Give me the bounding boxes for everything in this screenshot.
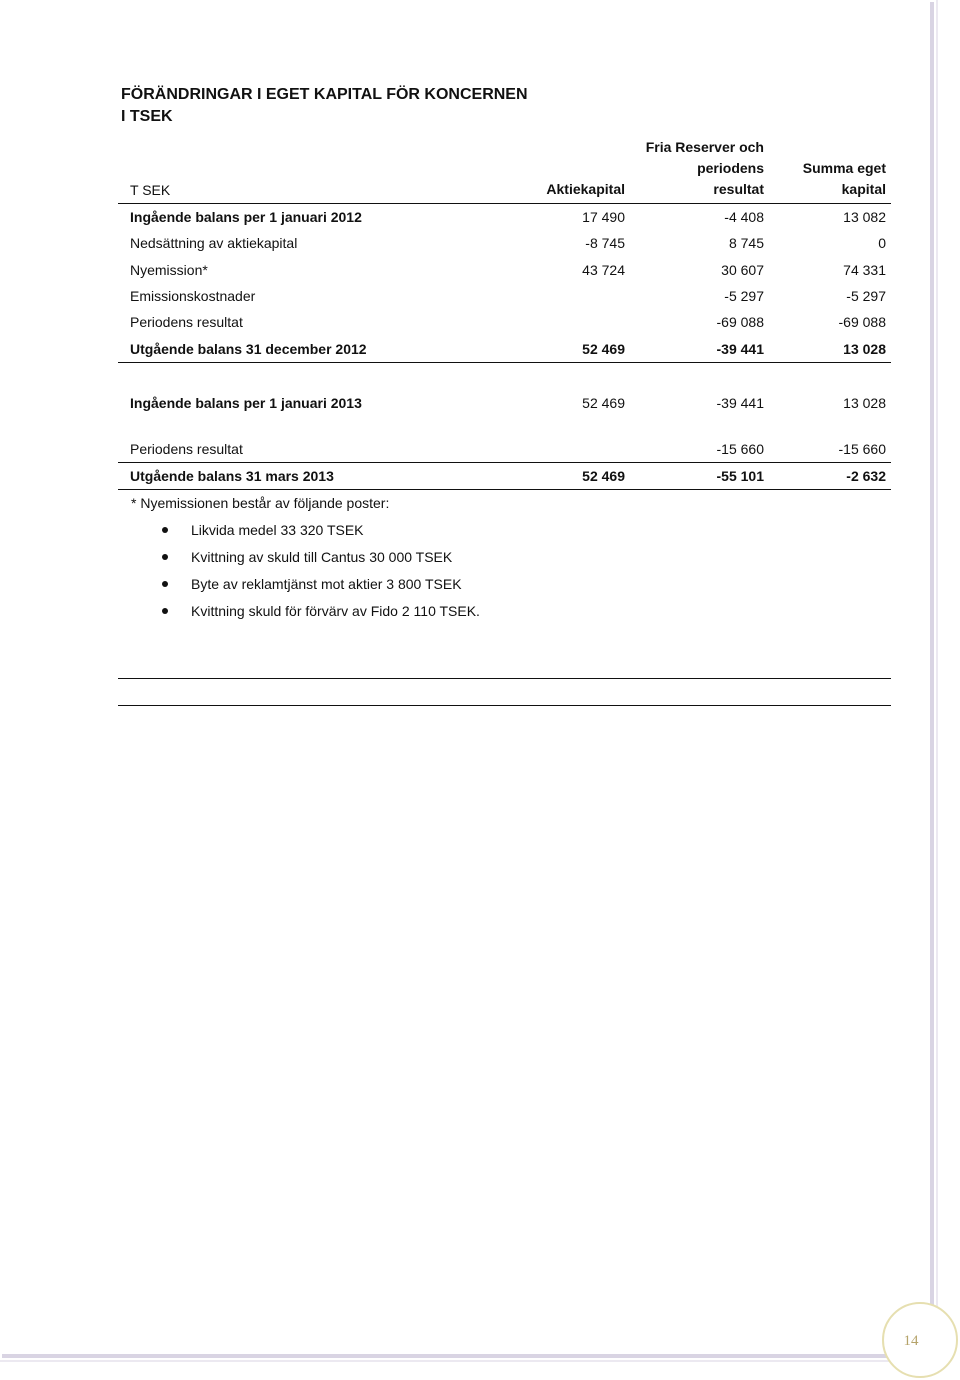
table-cell-fria-reserver: 30 607	[721, 262, 764, 278]
page-title-line-2: I TSEK	[121, 108, 173, 125]
table-cell-summa: -69 088	[838, 314, 886, 330]
bullet-icon	[162, 554, 168, 560]
table-cell-fria-reserver: -39 441	[716, 395, 764, 411]
header-fria-reserver	[646, 137, 764, 200]
header-fria-reserver-line-3: resultat	[713, 181, 764, 197]
table-cell-fria-reserver: -55 101	[716, 468, 764, 484]
table-cell-fria-reserver: -5 297	[724, 288, 764, 304]
footnote-bullet-text: Kvittning av skuld till Cantus 30 000 TSEK	[191, 549, 453, 565]
table-row-label: Periodens resultat	[130, 314, 243, 330]
bullet-icon	[162, 608, 168, 614]
table-cell-summa: -5 297	[846, 288, 886, 304]
footnote-bullet	[162, 548, 452, 566]
table-row-label: Ingående balans per 1 januari 2012	[130, 209, 362, 225]
table-cell-aktiekapital: 52 469	[582, 468, 625, 484]
row-divider	[118, 462, 891, 463]
table-cell-summa: 0	[878, 235, 886, 251]
table-row-label: Nedsättning av aktiekapital	[130, 235, 298, 251]
table-cell-fria-reserver: 8 745	[728, 235, 764, 251]
bullet-icon	[162, 581, 168, 587]
header-divider	[118, 203, 891, 204]
footnote-bullet-text: Likvida medel 33 320 TSEK	[191, 522, 364, 538]
table-row-label: Ingående balans per 1 januari 2013	[130, 395, 362, 411]
table-cell-fria-reserver: -69 088	[716, 314, 764, 330]
footnote-bullet	[162, 575, 462, 593]
table-cell-fria-reserver: -15 660	[716, 441, 764, 457]
page-title	[121, 84, 528, 128]
header-label: T SEK	[130, 182, 171, 198]
footnote-intro: * Nyemissionen består av följande poster:	[131, 495, 390, 511]
footnote-bullet	[162, 602, 480, 620]
header-summa	[803, 158, 886, 200]
footnote-bullet-text: Byte av reklamtjänst mot aktier 3 800 TSEK	[191, 576, 462, 592]
table-cell-summa: -15 660	[838, 441, 886, 457]
table-cell-fria-reserver: -4 408	[724, 209, 764, 225]
page-frame	[2, 2, 934, 1358]
blank-line	[118, 678, 891, 679]
header-aktiekapital: Aktiekapital	[546, 181, 625, 197]
table-row-label: Periodens resultat	[130, 441, 243, 457]
page-number: 14	[903, 1333, 919, 1349]
table-cell-aktiekapital: -8 745	[585, 235, 625, 251]
table-bottom-divider	[118, 489, 891, 490]
table-cell-summa: -2 632	[846, 468, 886, 484]
table-row-label: Utgående balans 31 december 2012	[130, 341, 367, 357]
table-cell-aktiekapital: 43 724	[582, 262, 625, 278]
table-cell-aktiekapital: 17 490	[582, 209, 625, 225]
section-divider	[118, 362, 891, 363]
table-cell-summa: 13 028	[843, 341, 886, 357]
table-row-label: Emissionskostnader	[130, 288, 256, 304]
table-row-label: Utgående balans 31 mars 2013	[130, 468, 334, 484]
table-cell-summa: 74 331	[843, 262, 886, 278]
table-cell-summa: 13 082	[843, 209, 886, 225]
table-row-label: Nyemission*	[130, 262, 208, 278]
blank-line	[118, 705, 891, 706]
table-cell-fria-reserver: -39 441	[716, 341, 764, 357]
header-fria-reserver-line-2: periodens	[697, 160, 764, 176]
header-fria-reserver-line-1: Fria Reserver och	[645, 139, 764, 155]
table-cell-aktiekapital: 52 469	[582, 395, 625, 411]
bullet-icon	[162, 527, 168, 533]
page-title-line-1: FÖRÄNDRINGAR I EGET KAPITAL FÖR KONCERNEN	[121, 86, 528, 103]
table-cell-summa: 13 028	[843, 395, 886, 411]
footnote-bullet	[162, 521, 364, 539]
footnote-bullet-text: Kvittning skuld för förvärv av Fido 2 110 TSEK.	[191, 603, 480, 619]
table-cell-aktiekapital: 52 469	[582, 341, 625, 357]
header-summa-line-2: kapital	[841, 181, 886, 197]
header-summa-line-1: Summa eget	[802, 160, 886, 176]
